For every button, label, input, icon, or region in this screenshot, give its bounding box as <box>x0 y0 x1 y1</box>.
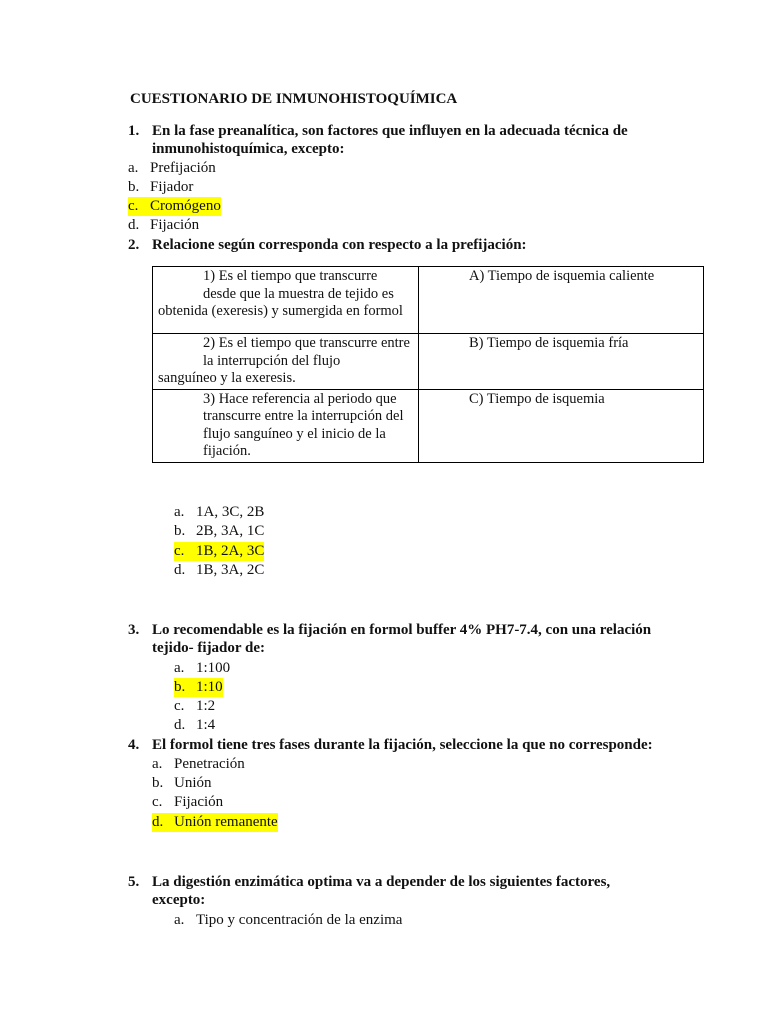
table-cell-definition: 2) Es el tiempo que transcurre entre la interrupción del flujosanguíneo y la exeresis. <box>153 334 419 390</box>
option-1a: a. Prefijación <box>128 160 216 176</box>
question-4 <box>128 736 692 754</box>
option-3b-highlighted: b. 1:10 <box>174 679 223 695</box>
question-2 <box>128 236 672 254</box>
question-number: 1. <box>128 123 140 139</box>
option-1d: d. Fijación <box>128 217 200 233</box>
option-2b: b. 2B, 3A, 1C <box>174 523 265 539</box>
question-text: Relacione según corresponda con respecto a la prefijación: <box>152 237 527 253</box>
option-1b: b. Fijador <box>128 179 194 195</box>
option-3d: d. 1:4 <box>174 717 216 733</box>
option-4b: b. Unión <box>152 775 212 791</box>
table-cell-term: B) Tiempo de isquemia fría <box>419 334 704 390</box>
question-text: La digestión enzimática optima va a depender de los siguientes factores, excepto: <box>152 874 611 908</box>
matching-table <box>152 266 704 463</box>
question-5 <box>128 873 622 909</box>
question-text: Lo recomendable es la fijación en formol buffer 4% PH7-7.4, con una relación tejido- fijador de: <box>152 622 652 656</box>
table-row <box>153 334 704 390</box>
option-2a: a. 1A, 3C, 2B <box>174 504 265 520</box>
option-2c-highlighted: c. 1B, 2A, 3C <box>174 543 265 559</box>
question-number: 2. <box>128 237 140 253</box>
question-1 <box>128 122 672 158</box>
document-title: CUESTIONARIO DE INMUNOHISTOQUÍMICA <box>130 91 458 107</box>
question-number: 4. <box>128 737 140 753</box>
question-number: 3. <box>128 622 140 638</box>
table-cell-definition: 3) Hace referencia al periodo que transcurre entre la interrupción del flujo sanguíneo y el inicio de la fijación. <box>153 389 419 462</box>
question-text: En la fase preanalítica, son factores que influyen en la adecuada técnica de inmunohistoquímica, excepto: <box>152 123 628 157</box>
question-number: 5. <box>128 874 140 890</box>
question-text: El formol tiene tres fases durante la fijación, seleccione la que no corresponde: <box>152 737 653 753</box>
table-cell-definition: 1) Es el tiempo que transcurre desde que la muestra de tejido esobtenida (exeresis) y sumergida en formol <box>153 267 419 334</box>
option-4c: c. Fijación <box>152 794 224 810</box>
table-cell-term: A) Tiempo de isquemia caliente <box>419 267 704 334</box>
table-cell-term: C) Tiempo de isquemia <box>419 389 704 462</box>
option-4a: a. Penetración <box>152 756 245 772</box>
option-4d-highlighted: d. Unión remanente <box>152 814 278 830</box>
option-1c-highlighted: c. Cromógeno <box>128 198 221 214</box>
option-3c: c. 1:2 <box>174 698 216 714</box>
table-row <box>153 389 704 462</box>
question-3 <box>128 621 662 657</box>
option-2d: d. 1B, 3A, 2C <box>174 562 265 578</box>
option-5a: a. Tipo y concentración de la enzima <box>174 912 403 928</box>
option-3a: a. 1:100 <box>174 660 231 676</box>
table-row <box>153 267 704 334</box>
